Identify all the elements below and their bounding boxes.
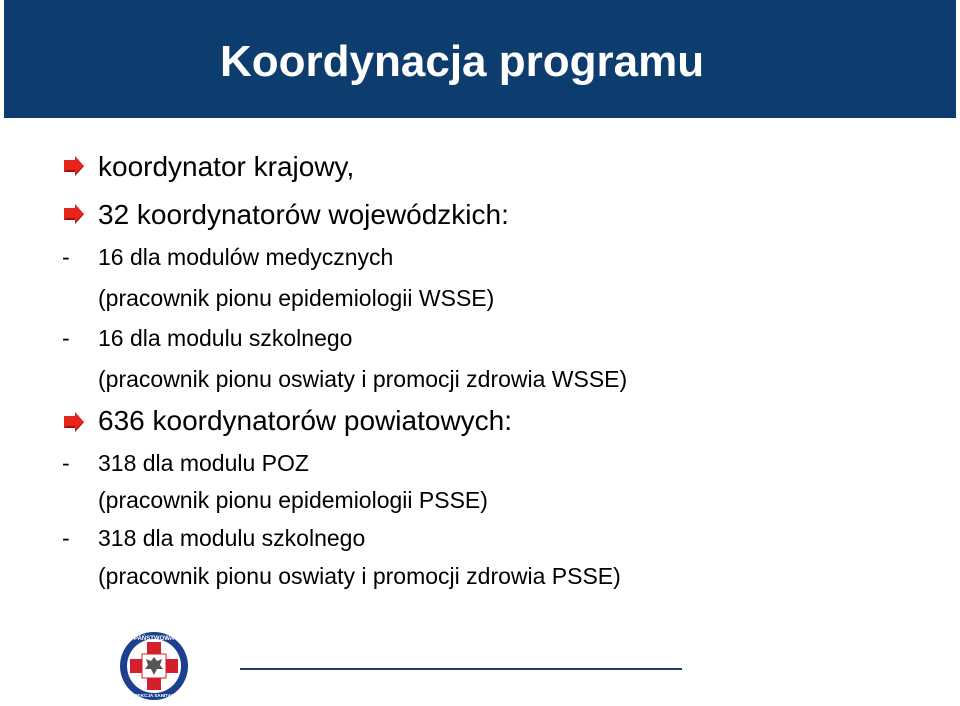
- sub-item-text: 318 dla modulu POZ: [98, 450, 309, 476]
- dash-marker: -: [62, 325, 70, 351]
- sub-item-note: (pracownik pionu oswiaty i promocji zdrowia PSSE): [98, 563, 621, 589]
- sub-item-text: 16 dla modulu szkolnego: [98, 325, 353, 351]
- svg-text:INSPEKCJA SANITARNA: INSPEKCJA SANITARNA: [126, 693, 182, 698]
- bullet-text: koordynator krajowy,: [98, 151, 355, 182]
- svg-text:PAŃSTWOWA: PAŃSTWOWA: [134, 636, 174, 642]
- sub-item-note: (pracownik pionu oswiaty i promocji zdrowia WSSE): [98, 366, 628, 392]
- slide-title: Koordynacja programu: [220, 37, 705, 86]
- bullet-arrow-icon: [62, 412, 84, 432]
- dash-marker: -: [62, 525, 70, 551]
- dash-marker: -: [62, 450, 70, 476]
- bullet-arrow-icon: [62, 156, 84, 176]
- bullet-arrow-icon: [62, 204, 84, 224]
- sub-item-note: (pracownik pionu epidemiologii PSSE): [98, 487, 488, 513]
- bullet-text: 32 koordynatorów wojewódzkich:: [98, 199, 509, 230]
- dash-marker: -: [62, 244, 70, 270]
- sub-item-text: 16 dla modulów medycznych: [98, 244, 394, 270]
- sub-item-note: (pracownik pionu epidemiologii WSSE): [98, 285, 495, 311]
- panstwowa-inspekcja-sanitarna-logo: [118, 630, 190, 702]
- footer-divider: [240, 668, 682, 670]
- bullet-text: 636 koordynatorów powiatowych:: [98, 405, 513, 436]
- sub-item-text: 318 dla modulu szkolnego: [98, 525, 366, 551]
- slide-header: [4, 0, 956, 118]
